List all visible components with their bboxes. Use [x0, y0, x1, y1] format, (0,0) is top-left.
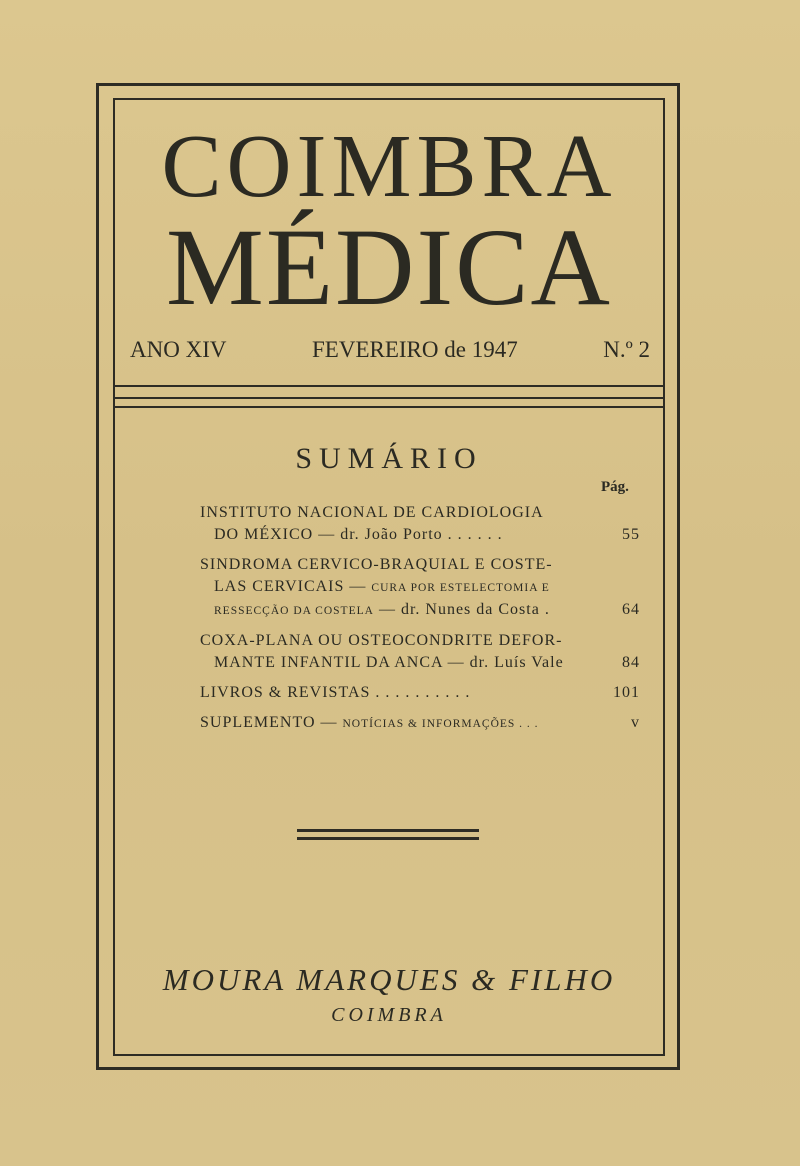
table-of-contents [200, 502, 640, 743]
toc-entry-title: COXA-PLANA OU OSTEOCONDRITE DEFOR- [200, 632, 563, 649]
ornament-rule-2 [297, 837, 479, 840]
toc-entry-author: MANTE INFANTIL DA ANCA — dr. Luís Vale [214, 654, 564, 671]
toc-entry-author: — dr. Nunes da Costa . [373, 601, 550, 618]
toc-entry-title: LIVROS & REVISTAS . . . . . . . . . . [200, 684, 471, 701]
toc-entry [200, 554, 640, 622]
toc-entry-page: 55 [622, 526, 640, 543]
toc-entry-subtitle-cont: RESSECÇÃO DA COSTELA [214, 605, 374, 617]
toc-entry-author: DO MÉXICO — dr. João Porto . . . . . . [214, 526, 503, 543]
issue-info [130, 337, 650, 363]
publisher-city: COIMBRA [331, 1004, 447, 1026]
toc-entry-page: 84 [622, 654, 640, 671]
divider-rule-3 [113, 406, 665, 408]
toc-entry [200, 712, 640, 735]
ornament-rule-1 [297, 829, 479, 832]
publisher-name: MOURA MARQUES & FILHO [162, 962, 616, 997]
toc-entry-subtitle: CURA POR ESTELECTOMIA E [371, 582, 550, 594]
toc-entry [200, 502, 640, 546]
divider-rule-1 [113, 385, 665, 387]
toc-entry-title: SINDROMA CERVICO-BRAQUIAL E COSTE- [200, 556, 553, 573]
contents-heading: SUMÁRIO [295, 442, 483, 475]
toc-entry-page: 101 [613, 684, 640, 701]
toc-entry [200, 682, 640, 704]
toc-entry-title: SUPLEMENTO — [200, 714, 343, 731]
title-line-2: MÉDICA [166, 206, 612, 328]
title-line-1: COIMBRA [161, 117, 617, 216]
issue-date: FEVEREIRO de 1947 [312, 337, 518, 362]
toc-entry-title-cont: LAS CERVICAIS — [214, 578, 372, 595]
toc-entry [200, 630, 640, 674]
toc-entry-page: 64 [622, 601, 640, 618]
issue-number: N.º 2 [603, 337, 650, 362]
toc-entry-title: INSTITUTO NACIONAL DE CARDIOLOGIA [200, 504, 544, 521]
issue-year: ANO XIV [130, 337, 227, 362]
page-column-label: Pág. [601, 479, 629, 495]
divider-rule-2 [113, 397, 665, 399]
toc-entry-subtitle: NOTÍCIAS & INFORMAÇÕES . . . [342, 718, 539, 730]
toc-entry-page: v [631, 714, 640, 731]
